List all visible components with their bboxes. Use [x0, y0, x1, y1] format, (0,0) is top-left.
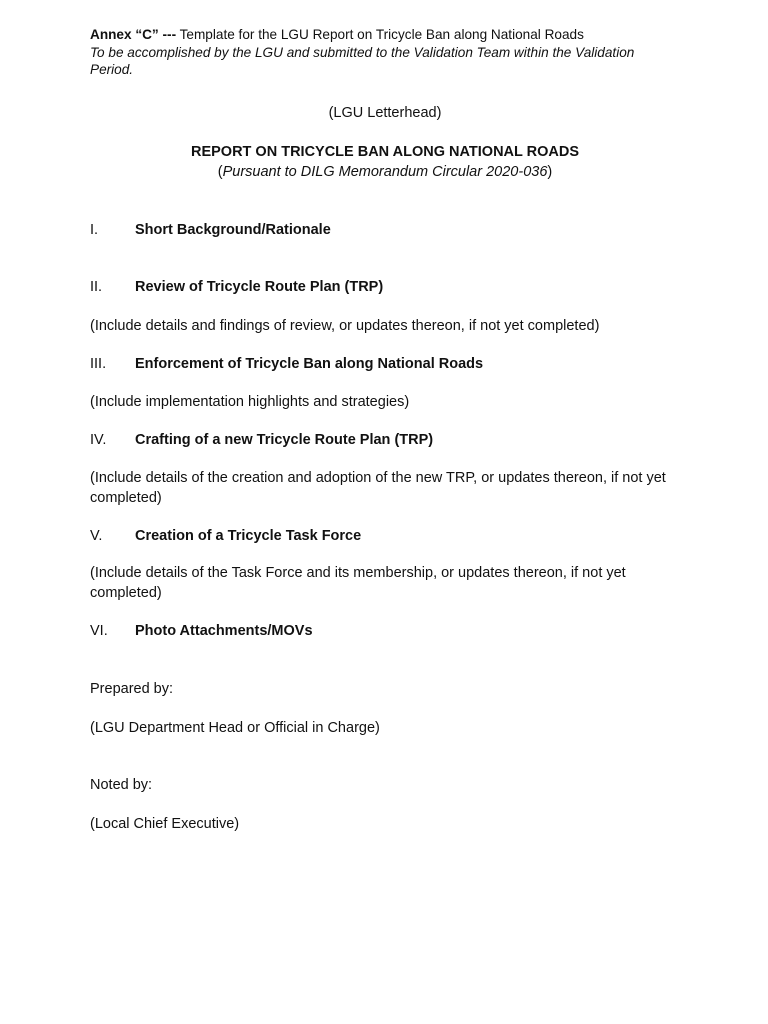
prepared-by-label: Prepared by:: [90, 681, 174, 697]
section-title: Enforcement of Tricycle Ban along National Roads: [135, 356, 484, 372]
section-5-note: (Include details of the Task Force and its membership, or updates thereon, if not yet completed): [90, 565, 626, 601]
subtitle-open-paren: (: [217, 164, 223, 180]
section-3-heading: [90, 354, 680, 374]
subtitle-close-paren: ): [547, 164, 553, 180]
section-2-heading: [90, 277, 680, 297]
annex-header: [90, 26, 680, 44]
document-page: [90, 26, 680, 834]
lgu-letterhead: (LGU Letterhead): [328, 105, 442, 121]
section-numeral: VI.: [90, 623, 108, 639]
noted-by-label: Noted by:: [90, 777, 153, 793]
section-4-note: (Include details of the creation and adoption of the new TRP, or updates thereon, if not yet completed): [90, 470, 666, 506]
subtitle-reference: Pursuant to DILG Memorandum Circular 2020-036: [222, 164, 548, 180]
section-3-note: (Include implementation highlights and strategies): [90, 394, 410, 410]
section-6-heading: [90, 621, 680, 641]
annex-instruction: To be accomplished by the LGU and submitted to the Validation Team within the Validation Period.: [90, 45, 635, 77]
section-title: Crafting of a new Tricycle Route Plan (TRP): [135, 432, 434, 448]
section-5-heading: [90, 526, 680, 546]
section-numeral: I.: [90, 222, 99, 238]
annex-text: Template for the LGU Report on Tricycle Ban along National Roads: [176, 27, 584, 42]
section-numeral: III.: [90, 356, 107, 372]
noted-by-name: (Local Chief Executive): [90, 816, 240, 832]
section-title: Review of Tricycle Route Plan (TRP): [135, 279, 384, 295]
section-numeral: V.: [90, 528, 103, 544]
report-subtitle: [90, 162, 680, 182]
section-title: Creation of a Tricycle Task Force: [135, 528, 362, 544]
section-numeral: IV.: [90, 432, 107, 448]
prepared-by-name: (LGU Department Head or Official in Charge): [90, 720, 380, 736]
section-title: Photo Attachments/MOVs: [135, 623, 313, 639]
section-4-heading: [90, 430, 680, 450]
section-1-heading: [90, 220, 680, 240]
section-2-note: (Include details and findings of review, or updates thereon, if not yet completed): [90, 318, 600, 334]
report-title: REPORT ON TRICYCLE BAN ALONG NATIONAL ROADS: [190, 144, 579, 160]
annex-label: Annex “C” ---: [90, 27, 177, 42]
section-title: Short Background/Rationale: [135, 222, 331, 238]
section-numeral: II.: [90, 279, 103, 295]
